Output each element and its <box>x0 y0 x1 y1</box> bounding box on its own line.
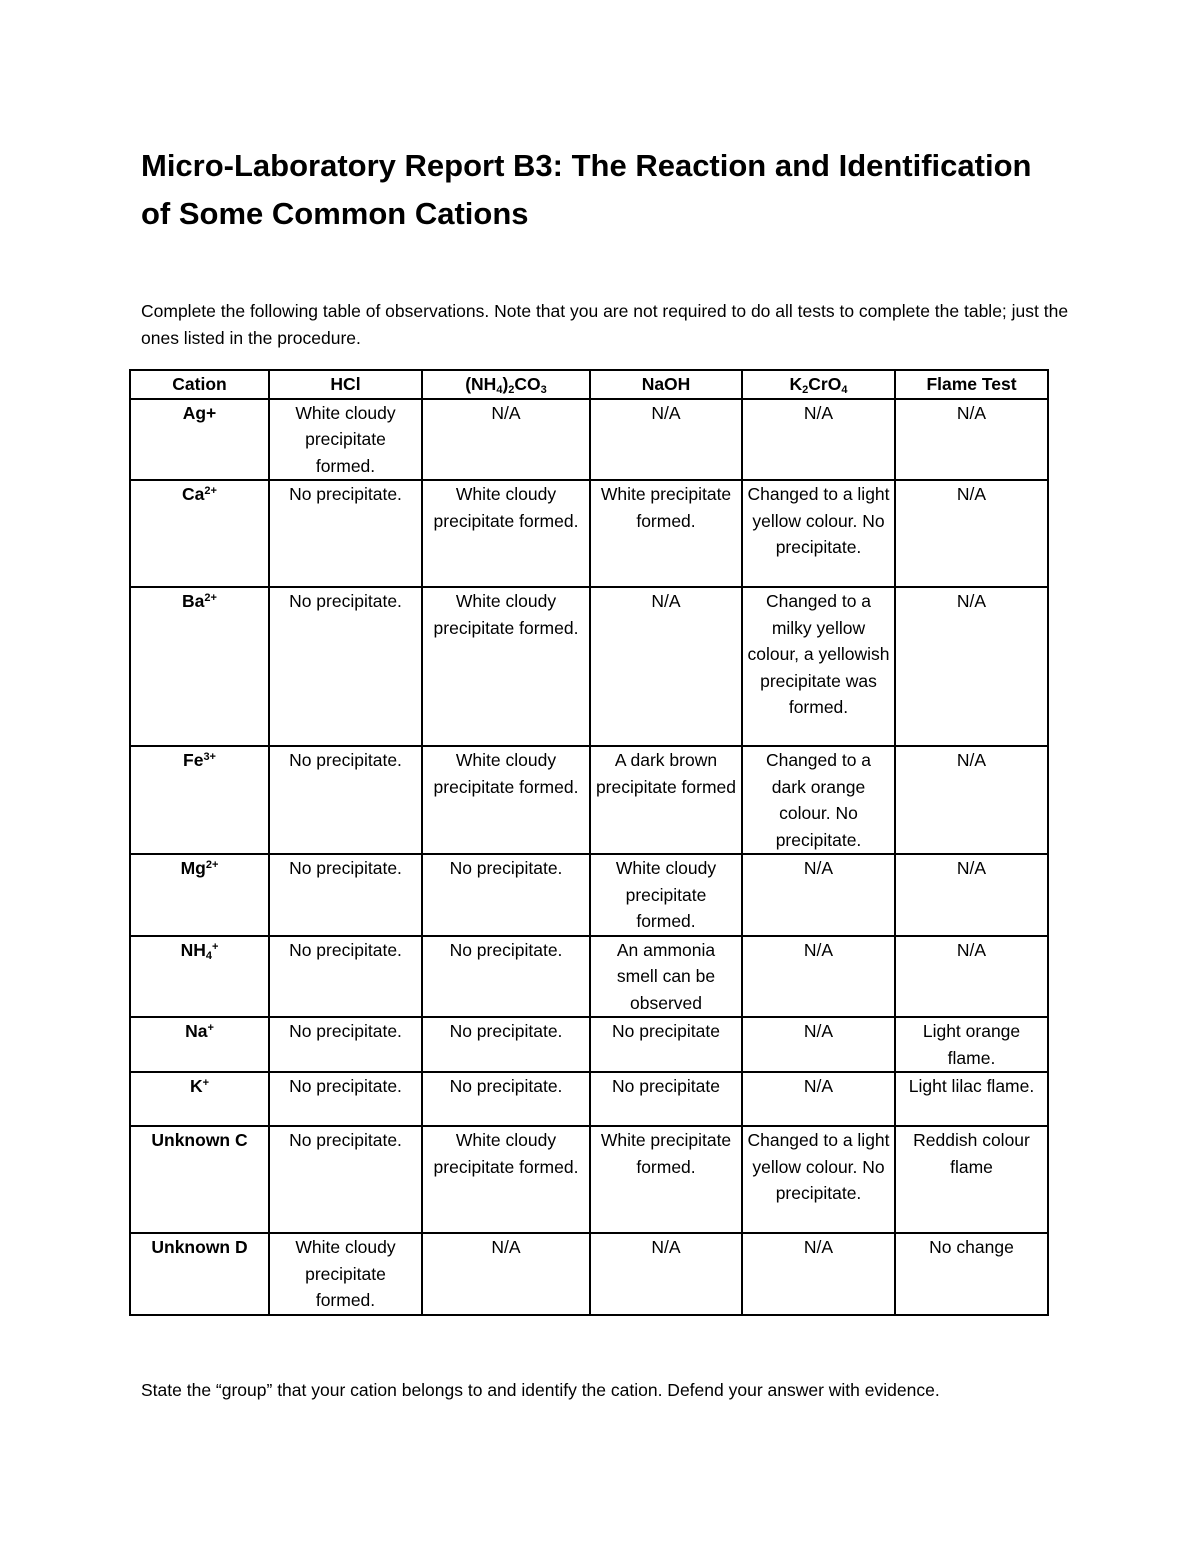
potassium-chromate-cell: N/A <box>742 854 895 936</box>
cation-charge: + <box>207 1022 214 1034</box>
naoh-cell: No precipitate <box>590 1017 742 1072</box>
cation-charge: + <box>202 1077 210 1089</box>
cation-symbol: Ag+ <box>182 402 217 423</box>
cation-symbol: NH <box>180 939 206 960</box>
flame-test-cell: N/A <box>895 480 1048 587</box>
cation-symbol: Na <box>185 1021 208 1041</box>
header-ammonium-carbonate-sub: 4 <box>496 384 503 396</box>
hcl-cell: No precipitate. <box>269 1017 422 1072</box>
header-ammonium-carbonate-part: ) <box>502 374 509 394</box>
potassium-chromate-cell: Changed to a light yellow colour. No precipitate. <box>742 480 895 587</box>
header-potassium-chromate-sub: 4 <box>841 384 848 396</box>
header-flame-test: Flame Test <box>895 370 1048 399</box>
header-potassium-chromate-sub: 2 <box>802 384 809 396</box>
cation-cell <box>130 480 269 587</box>
flame-test-cell: N/A <box>895 746 1048 854</box>
ammonium-carbonate-cell: White cloudy precipitate formed. <box>422 587 590 746</box>
hcl-cell: No precipitate. <box>269 1126 422 1233</box>
header-cation: Cation <box>130 370 269 399</box>
cation-cell <box>130 587 269 746</box>
flame-test-cell: N/A <box>895 854 1048 936</box>
flame-test-cell: N/A <box>895 587 1048 746</box>
hcl-cell: No precipitate. <box>269 746 422 854</box>
flame-test-cell: No change <box>895 1233 1048 1315</box>
naoh-cell: No precipitate <box>590 1072 742 1126</box>
cation-symbol: Ba <box>182 591 205 611</box>
header-ammonium-carbonate-sub: 3 <box>540 384 547 396</box>
ammonium-carbonate-cell: N/A <box>422 399 590 481</box>
potassium-chromate-cell: Changed to a milky yellow colour, a yellowish precipitate was formed. <box>742 587 895 746</box>
header-ammonium-carbonate <box>422 370 590 399</box>
header-naoh: NaOH <box>590 370 742 399</box>
cation-symbol: Fe <box>183 750 204 770</box>
ammonium-carbonate-cell: White cloudy precipitate formed. <box>422 1126 590 1233</box>
ammonium-carbonate-cell: No precipitate. <box>422 854 590 936</box>
cation-charge: 3+ <box>203 751 216 763</box>
question-prompt: State the “group” that your cation belongs to and identify the cation. Defend your answer with evidence. <box>141 1380 940 1400</box>
flame-test-cell: Light lilac flame. <box>895 1072 1048 1126</box>
table-row <box>130 587 1048 746</box>
cation-charge: 2+ <box>204 592 217 604</box>
page-title: Micro-Laboratory Report B3: The Reaction and Identification of Some Common Cations <box>141 148 1032 231</box>
cation-symbol: Mg <box>180 858 206 878</box>
hcl-cell: White cloudy precipitate formed. <box>269 399 422 481</box>
cation-cell <box>130 854 269 936</box>
table-row <box>130 1126 1048 1233</box>
table-row <box>130 1072 1048 1126</box>
potassium-chromate-cell: N/A <box>742 1233 895 1315</box>
ammonium-carbonate-cell: No precipitate. <box>422 1072 590 1126</box>
flame-test-cell: N/A <box>895 936 1048 1018</box>
table-row <box>130 399 1048 481</box>
table-row <box>130 1017 1048 1072</box>
cation-cell <box>130 1017 269 1072</box>
observations-table <box>129 369 1049 1316</box>
naoh-cell: N/A <box>590 1233 742 1315</box>
table-row <box>130 936 1048 1018</box>
potassium-chromate-cell: Changed to a light yellow colour. No precipitate. <box>742 1126 895 1233</box>
table-row <box>130 480 1048 587</box>
ammonium-carbonate-cell: White cloudy precipitate formed. <box>422 480 590 587</box>
header-ammonium-carbonate-part: CO <box>514 374 541 394</box>
cation-subscript: 4 <box>205 949 212 962</box>
flame-test-cell: Reddish colour flame <box>895 1126 1048 1233</box>
potassium-chromate-cell: N/A <box>742 1072 895 1126</box>
naoh-cell: White precipitate formed. <box>590 1126 742 1233</box>
ammonium-carbonate-cell: N/A <box>422 1233 590 1315</box>
cation-cell <box>130 1072 269 1126</box>
header-ammonium-carbonate-part: (NH <box>465 374 497 394</box>
hcl-cell: No precipitate. <box>269 1072 422 1126</box>
naoh-cell: N/A <box>590 399 742 481</box>
cation-cell <box>130 936 269 1018</box>
naoh-cell: An ammonia smell can be observed <box>590 936 742 1018</box>
cation-charge: + <box>211 940 219 953</box>
cation-symbol: Unknown D <box>151 1237 248 1257</box>
hcl-cell: No precipitate. <box>269 854 422 936</box>
potassium-chromate-cell: Changed to a dark orange colour. No precipitate. <box>742 746 895 854</box>
cation-cell <box>130 746 269 854</box>
potassium-chromate-cell: N/A <box>742 399 895 481</box>
header-hcl: HCl <box>269 370 422 399</box>
naoh-cell: White cloudy precipitate formed. <box>590 854 742 936</box>
cation-charge: 2+ <box>204 485 217 497</box>
flame-test-cell: Light orange flame. <box>895 1017 1048 1072</box>
naoh-cell: N/A <box>590 587 742 746</box>
table-row <box>130 1233 1048 1315</box>
hcl-cell: No precipitate. <box>269 480 422 587</box>
flame-test-cell: N/A <box>895 399 1048 481</box>
naoh-cell: White precipitate formed. <box>590 480 742 587</box>
ammonium-carbonate-cell: No precipitate. <box>422 1017 590 1072</box>
hcl-cell: No precipitate. <box>269 936 422 1018</box>
cation-cell <box>130 1233 269 1315</box>
cation-symbol: K <box>189 1076 203 1096</box>
cation-symbol: Unknown C <box>151 1130 248 1150</box>
potassium-chromate-cell: N/A <box>742 936 895 1018</box>
table-row <box>130 854 1048 936</box>
potassium-chromate-cell: N/A <box>742 1017 895 1072</box>
cation-cell <box>130 399 269 481</box>
ammonium-carbonate-cell: White cloudy precipitate formed. <box>422 746 590 854</box>
ammonium-carbonate-cell: No precipitate. <box>422 936 590 1018</box>
table-header-row <box>130 370 1048 399</box>
cation-cell <box>130 1126 269 1233</box>
naoh-cell: A dark brown precipitate formed <box>590 746 742 854</box>
header-potassium-chromate-part: K <box>789 374 803 394</box>
table-row <box>130 746 1048 854</box>
header-potassium-chromate-part: CrO <box>808 374 842 394</box>
cation-charge: 2+ <box>205 859 219 871</box>
hcl-cell: White cloudy precipitate formed. <box>269 1233 422 1315</box>
header-ammonium-carbonate-sub: 2 <box>508 384 515 396</box>
hcl-cell: No precipitate. <box>269 587 422 746</box>
instructions-paragraph: Complete the following table of observations. Note that you are not required to do all tests to complete the table; just the ones listed in the procedure. <box>141 301 1069 348</box>
header-potassium-chromate <box>742 370 895 399</box>
cation-symbol: Ca <box>182 484 205 504</box>
